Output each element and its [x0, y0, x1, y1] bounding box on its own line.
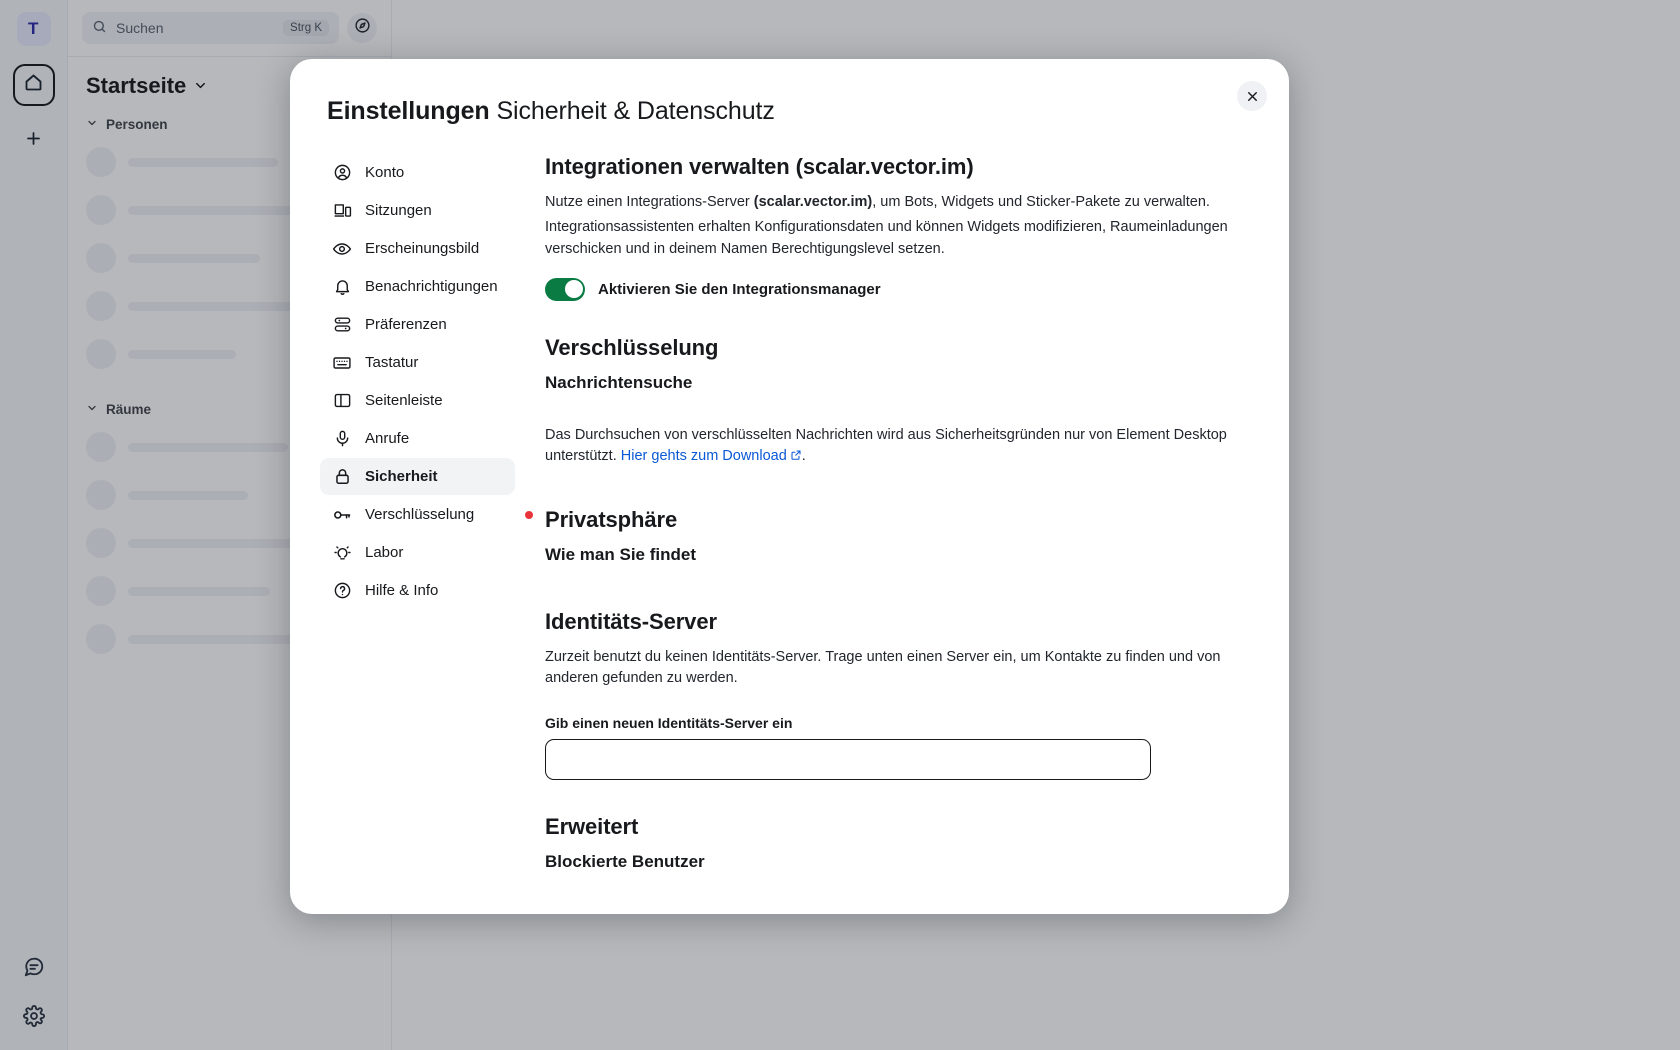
dialog-body — [290, 126, 1289, 914]
account-circle-icon — [332, 163, 352, 183]
external-link-icon — [790, 447, 802, 468]
settings-nav — [290, 126, 525, 914]
spacer — [545, 693, 1241, 715]
sidebar-item-verschluesselung[interactable] — [320, 496, 515, 533]
spacer — [545, 575, 1241, 609]
spacer — [545, 301, 1241, 335]
integrations-server-name: (scalar.vector.im) — [753, 194, 873, 210]
integration-manager-toggle-label: Aktivieren Sie den Integrationsmanager — [598, 280, 881, 298]
integrations-para1-a: Nutze einen Integrations-Server — [545, 194, 754, 210]
identity-server-description: Zurzeit benutzt du keinen Identitäts-Server. Trage unten einen Server ein, um Kontakte zu finden und von anderen gefunden zu werden. — [545, 648, 1221, 686]
section-label: Räume — [106, 402, 152, 417]
sidebar-item-label: Hilfe & Info — [365, 582, 439, 599]
message-search-text: Das Durchsuchen von verschlüsselten Nachrichten wird aus Sicherheitsgründen nur von Element Desktop unterstützt. — [545, 426, 1227, 465]
sidebar-item-label: Verschlüsselung — [365, 506, 475, 523]
search-placeholder: Suchen — [116, 20, 164, 36]
space-title-label: Startseite — [86, 73, 187, 98]
download-link-label: Hier gehts zum Download — [620, 448, 787, 465]
section-label: Personen — [106, 117, 168, 132]
sidebar-item-label: Labor — [365, 544, 404, 561]
dialog-title — [290, 59, 1289, 126]
spacer — [545, 780, 1241, 814]
dialog-title-strong: Einstellungen — [327, 97, 490, 125]
status-badge — [525, 511, 533, 519]
sidebar-item-label: Seitenleiste — [365, 392, 443, 409]
message-search-paragraph — [545, 425, 1241, 469]
sidebar-item-sicherheit[interactable] — [320, 458, 515, 495]
lock-icon — [332, 467, 352, 487]
help-circle-icon — [332, 581, 352, 601]
how-to-find-you-subheading: Wie man Sie findet — [545, 544, 696, 564]
sidebar-item-label: Konto — [365, 164, 405, 181]
sidebar-item-label: Benachrichtigungen — [365, 278, 498, 295]
key-icon — [332, 505, 352, 525]
identity-server-field-label: Gib einen neuen Identitäts-Server ein — [545, 715, 793, 732]
devices-icon — [332, 201, 352, 221]
integration-manager-toggle-row[interactable] — [545, 278, 1241, 301]
sidebar-item-label: Sitzungen — [365, 202, 432, 219]
integrations-para1-c: , um Bots, Widgets und Sticker-Pakete zu verwalten. — [872, 194, 1210, 210]
spacer — [545, 473, 1241, 507]
identity-server-heading: Identitäts-Server — [545, 608, 717, 634]
privacy-heading: Privatsphäre — [545, 506, 678, 532]
sidebar-item-erscheinungsbild[interactable] — [320, 230, 515, 267]
sidebar-item-benachrichtigungen[interactable] — [320, 268, 515, 305]
integrations-paragraph-2: Integrationsassistenten erhalten Konfigurationsdaten und können Widgets modifizieren, Raumeinladungen verschicken und in deinem Namen Berechtigungslevel setzen. — [545, 219, 1228, 257]
close-button[interactable] — [1237, 81, 1267, 111]
identity-server-input[interactable] — [545, 739, 1151, 780]
close-icon — [1245, 89, 1260, 104]
sidebar-item-hilfe-info[interactable] — [320, 572, 515, 609]
sidebar-item-sitzungen[interactable] — [320, 192, 515, 229]
blocked-users-subheading: Blockierte Benutzer — [545, 852, 705, 872]
eye-icon — [332, 239, 352, 259]
sidebar-icon — [332, 391, 352, 411]
settings-dialog — [290, 59, 1289, 914]
sidebar-item-label: Anrufe — [365, 430, 410, 447]
toggle-knob — [565, 280, 583, 298]
bell-icon — [332, 277, 352, 297]
microphone-icon — [332, 429, 352, 449]
spacer — [545, 403, 1241, 425]
sidebar-item-label: Präferenzen — [365, 316, 447, 333]
sidebar-item-seitenleiste[interactable] — [320, 382, 515, 419]
message-search-period: . — [801, 448, 806, 465]
sidebar-item-konto[interactable] — [320, 154, 515, 191]
settings-content — [525, 126, 1289, 914]
sidebar-item-label: Tastatur — [365, 354, 419, 371]
encryption-heading: Verschlüsselung — [545, 334, 719, 360]
sidebar-item-label: Sicherheit — [365, 468, 438, 485]
sidebar-item-anrufe[interactable] — [320, 420, 515, 457]
integrations-paragraph-1 — [545, 192, 1241, 213]
lightbulb-icon — [332, 543, 352, 563]
message-search-subheading: Nachrichtensuche — [545, 372, 693, 392]
sliders-icon — [332, 315, 352, 335]
dialog-title-rest: Sicherheit & Datenschutz — [496, 97, 775, 125]
sidebar-item-praeferenzen[interactable] — [320, 306, 515, 343]
sidebar-item-tastatur[interactable] — [320, 344, 515, 381]
sidebar-item-label: Erscheinungsbild — [365, 240, 480, 257]
search-shortcut: Strg K — [283, 20, 329, 36]
integrations-heading: Integrationen verwalten (scalar.vector.im) — [545, 154, 974, 179]
keyboard-icon — [332, 353, 352, 373]
sidebar-item-labor[interactable] — [320, 534, 515, 571]
download-link[interactable] — [621, 448, 802, 464]
avatar[interactable]: T — [17, 12, 51, 46]
integration-manager-toggle[interactable] — [545, 278, 585, 301]
advanced-heading: Erweitert — [545, 814, 639, 840]
